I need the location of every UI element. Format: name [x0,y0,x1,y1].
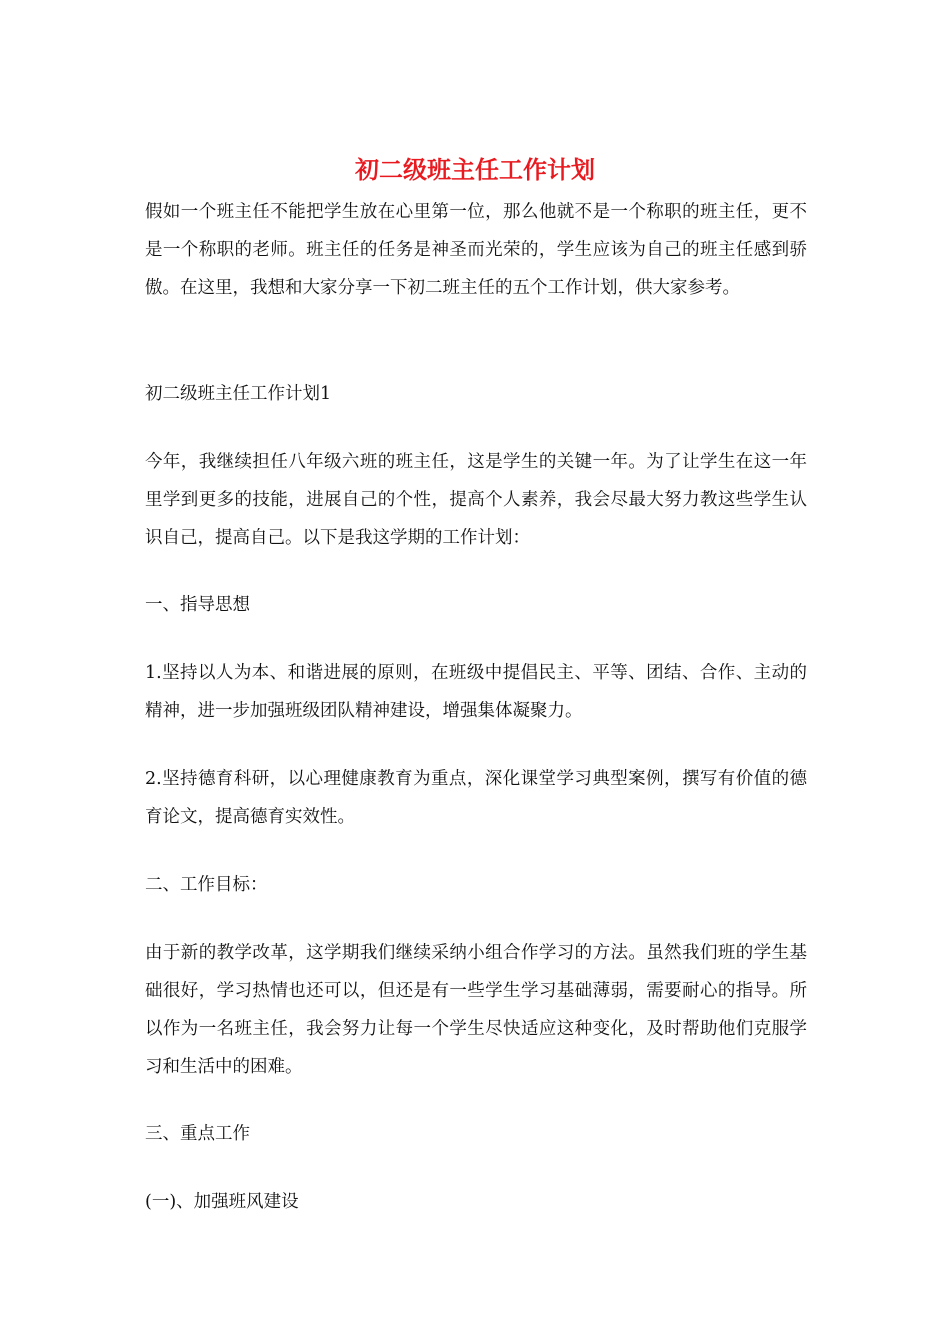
section-heading-plan-1: 初二级班主任工作计划1 [145,384,332,404]
heading-key-work: 三、重点工作 [145,1124,250,1144]
work-goals-paragraph: 由于新的教学改革，这学期我们继续采纳小组合作学习的方法。虽然我们班的学生基础很好，学习热情也还可以，但还是有一些学生学习基础薄弱，需要耐心的指导。所以作为一名班主任，我会努力让每一个学生尽快适应这种变化，及时帮助他们克服学习和生活中的困难。 [145,943,807,1077]
heading-work-goals: 二、工作目标： [145,875,268,895]
intro-paragraph: 假如一个班主任不能把学生放在心里第一位，那么他就不是一个称职的班主任，更不是一个称职的老师。班主任的任务是神圣而光荣的，学生应该为自己的班主任感到骄傲。在这里，我想和大家分享一下初二班主任的五个工作计划，供大家参考。 [145,202,807,298]
heading-guiding-ideology: 一、指导思想 [145,595,250,615]
guiding-item-1: 1.坚持以人为本、和谐进展的原则，在班级中提倡民主、平等、团结、合作、主动的精神，进一步加强班级团队精神建设，增强集体凝聚力。 [145,663,807,721]
heading-class-style: (一)、加强班风建设 [145,1192,299,1212]
guiding-item-2: 2.坚持德育科研，以心理健康教育为重点，深化课堂学习典型案例，撰写有价值的德育论文，提高德育实效性。 [145,769,807,827]
document-title: 初二级班主任工作计划 [355,155,595,184]
plan-1-intro-paragraph: 今年，我继续担任八年级六班的班主任，这是学生的关键一年。为了让学生在这一年里学到更多的技能，进展自己的个性，提高个人素养，我会尽最大努力教这些学生认识自己，提高自己。以下是我这学期的工作计划： [145,452,807,548]
